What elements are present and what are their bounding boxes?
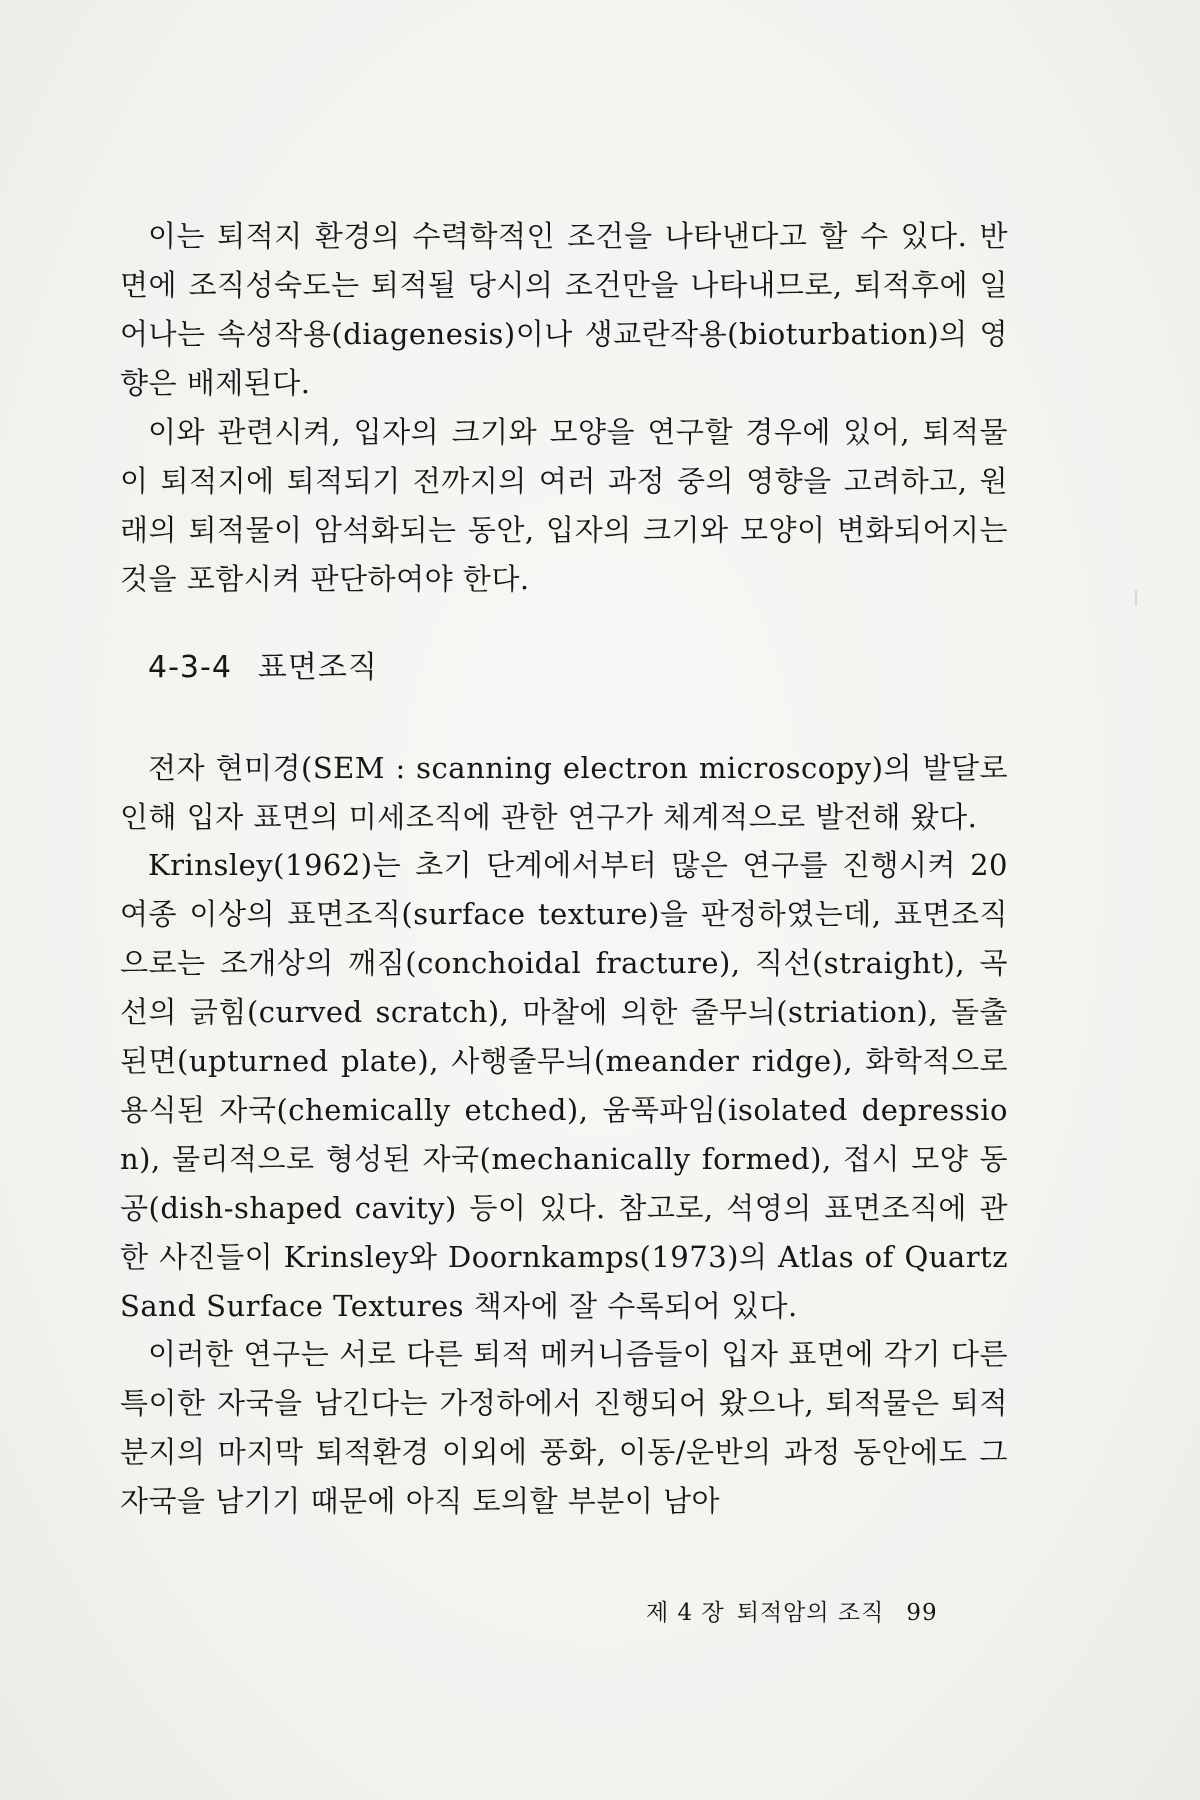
footer-chapter-title: 퇴적암의 조직 [736, 1600, 885, 1626]
section-number: 4-3-4 [148, 650, 232, 685]
margin-mark [1135, 590, 1137, 606]
paragraph-krinsley: Krinsley(1962)는 초기 단계에서부터 많은 연구를 진행시켜 20여종 이상의 표면조직(surface texture)을 판정하였는데, 표면조직으로는 조개상의 깨짐(conchoidal fracture), 직선(straight), 곡선의 긁힘(curved scratch), 마찰에 의한 줄무늬(striation), 돌출된면(upturned plate), 사행줄무늬(meander ridge), 화학적으로 용식된 자국(chemically etched), 움푹파임(isolated depression), 물리적으로 형성된 자국(mechanically formed), 접시 모양 동공(dish-shaped cavity) 등이 있다. 참고로, 석영의 표면조직에 관한 사진들이 Krinsley와 Doornkamps(1973)의 Atlas of Quartz Sand Surface Textures 책자에 잘 수록되어 있다. [120, 848, 1008, 1323]
paragraph-particle-shape: 이와 관련시켜, 입자의 크기와 모양을 연구할 경우에 있어, 퇴적물이 퇴적지에 퇴적되기 전까지의 여러 과정 중의 영향을 고려하고, 원래의 퇴적물이 암석화되는 동안, 입자의 크기와 모양이 변화되어지는 것을 포함시켜 판단하여야 한다. [120, 415, 1008, 596]
page-footer [646, 1598, 938, 1628]
page-number: 99 [906, 1600, 938, 1626]
footer-chapter: 제 4 장 [646, 1600, 725, 1626]
paragraph-mechanisms: 이러한 연구는 서로 다른 퇴적 메커니즘들이 입자 표면에 각기 다른 특이한 자국을 남긴다는 가정하에서 진행되어 왔으나, 퇴적물은 퇴적분지의 마지막 퇴적환경 이외에 풍화, 이동/운반의 과정 동안에도 그 자국을 남기기 때문에 아직 토의할 부분이 남아 [120, 1337, 1008, 1518]
paragraph-continued: 이는 퇴적지 환경의 수력학적인 조건을 나타낸다고 할 수 있다. 반면에 조직성숙도는 퇴적될 당시의 조건만을 나타내므로, 퇴적후에 일어나는 속성작용(diagenesis)이나 생교란작용(bioturbation)의 영향은 배제된다. [120, 219, 1008, 400]
paragraph-sem-intro: 전자 현미경(SEM : scanning electron microscopy)의 발달로 인해 입자 표면의 미세조직에 관한 연구가 체계적으로 발전해 왔다. [120, 751, 1008, 834]
section-heading [148, 648, 378, 688]
section-title: 표면조직 [257, 650, 378, 685]
